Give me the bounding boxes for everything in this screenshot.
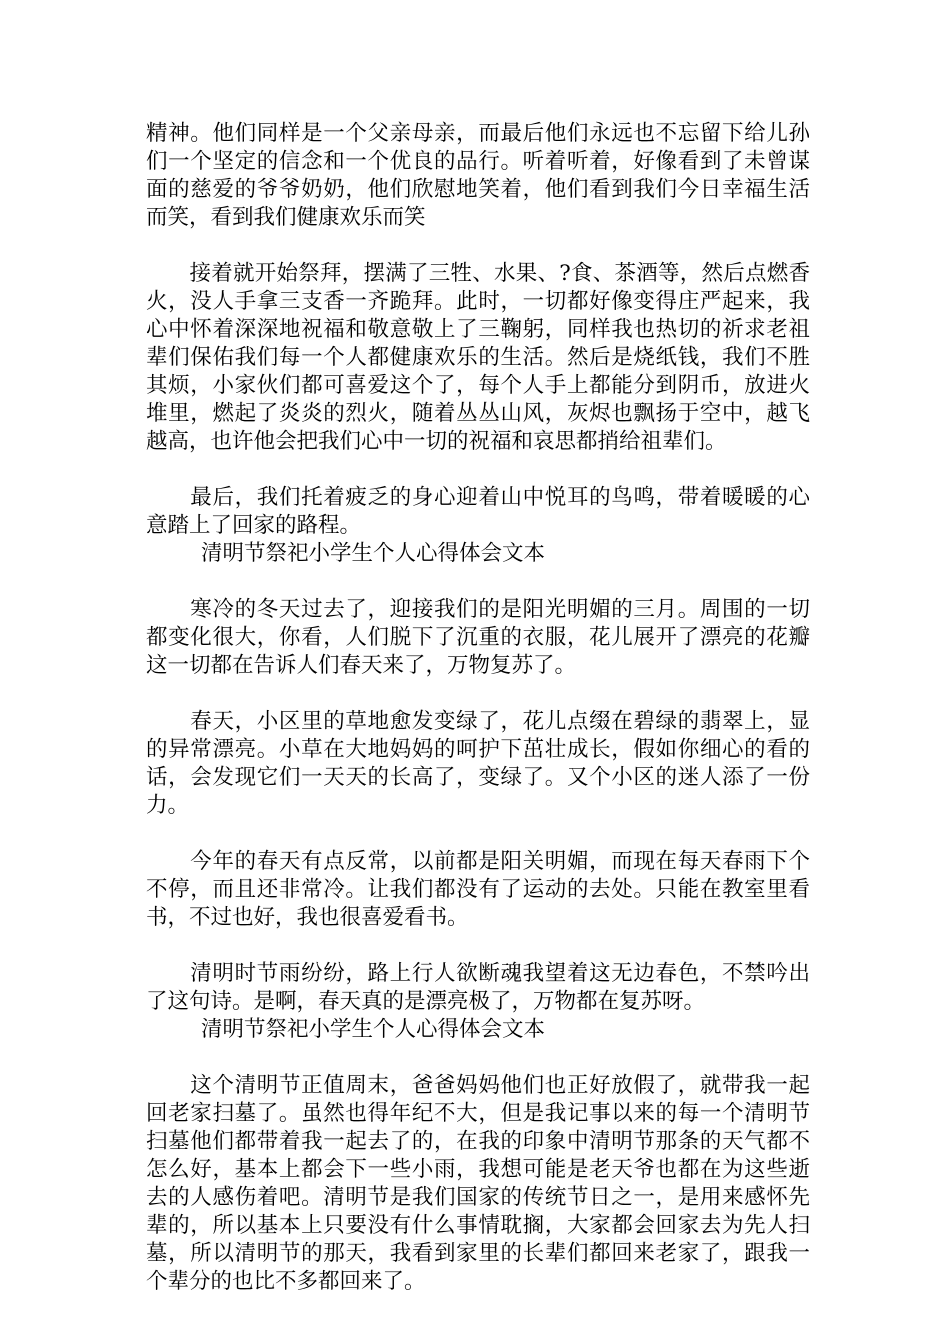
paragraph-winter-passed: 寒冷的冬天过去了，迎接我们的是阳光明媚的三月。周围的一切都变化很大，你看，人们脱下了沉重的衣服，花儿展开了漂亮的花瓣这一切都在告诉人们春天来了，万物复苏了。 (146, 597, 810, 678)
paragraph-gap (146, 232, 810, 260)
paragraph-gap (146, 568, 810, 596)
paragraph-tomb-sweeping: 这个清明节正值周末，爸爸妈妈他们也正好放假了，就带我一起回老家扫墓了。虽然也得年纪不大，但是我记事以来的每一个清明节扫墓他们都带着我一起去了的，在我的印象中清明节那条的天气都不怎么好，基本上都会下一些小雨，我想可能是老天爷也都在为这些逝去的人感伤着吧。清明节是我们国家的传统节日之一，是用来感怀先辈的，所以基本上只要没有什么事情耽搁，大家都会回家去为先人扫墓，所以清明节的那天，我看到家里的长辈们都回来老家了，跟我一个辈分的也比不多都回来了。 (146, 1073, 810, 1294)
paragraph-spring-grass: 春天，小区里的草地愈发变绿了，花儿点缀在碧绿的翡翠上，显的异常漂亮。小草在大地妈妈的呵护下茁壮成长，假如你细心的看的话，会发现它们一天天的长高了，变绿了。又个小区的迷人添了一份力。 (146, 709, 810, 818)
paragraph-gap (146, 680, 810, 708)
paragraph-worship: 接着就开始祭拜，摆满了三牲、水果、?食、茶酒等，然后点燃香火，没人手拿三支香一齐跪拜。此时，一切都好像变得庄严起来，我心中怀着深深地祝福和敬意敬上了三鞠躬，同样我也热切的祈求老祖辈们保佑我们每一个人都健康欢乐的生活。然后是烧纸钱，我们不胜其烦，小家伙们都可喜爱这个了，每个人手上都能分到阴币，放进火堆里，燃起了炎炎的烈火，随着丛丛山风，灰烬也飘扬于空中，越飞越高，也许他会把我们心中一切的祝福和哀思都捎给祖辈们。 (146, 261, 810, 454)
paragraph-gap (146, 932, 810, 960)
paragraph-gap (146, 1044, 810, 1072)
paragraph-continuation: 精神。他们同样是一个父亲母亲，而最后他们永远也不忘留下给儿孙们一个坚定的信念和一个优良的品行。听着听着，好像看到了未曾谋面的慈爱的爷爷奶奶，他们欣慰地笑着，他们看到我们今日幸福生活而笑，看到我们健康欢乐而笑 (146, 121, 810, 230)
document-page (146, 120, 810, 1296)
paragraph-qingming-poem: 清明时节雨纷纷，路上行人欲断魂我望着这无边春色，不禁吟出了这句诗。是啊，春天真的是漂亮极了，万物都在复苏呀。 (146, 961, 810, 1014)
paragraph-spring-rain: 今年的春天有点反常，以前都是阳关明媚，而现在每天春雨下个不停，而且还非常冷。让我们都没有了运动的去处。只能在教室里看书，不过也好，我也很喜爱看书。 (146, 849, 810, 930)
paragraph-gap (146, 456, 810, 484)
section-heading: 清明节祭祀小学生个人心得体会文本 (201, 1017, 546, 1042)
section-heading: 清明节祭祀小学生个人心得体会文本 (201, 541, 546, 566)
paragraph-return-home: 最后，我们托着疲乏的身心迎着山中悦耳的鸟鸣，带着暖暖的心意踏上了回家的路程。 (146, 485, 810, 538)
paragraph-gap (146, 820, 810, 848)
